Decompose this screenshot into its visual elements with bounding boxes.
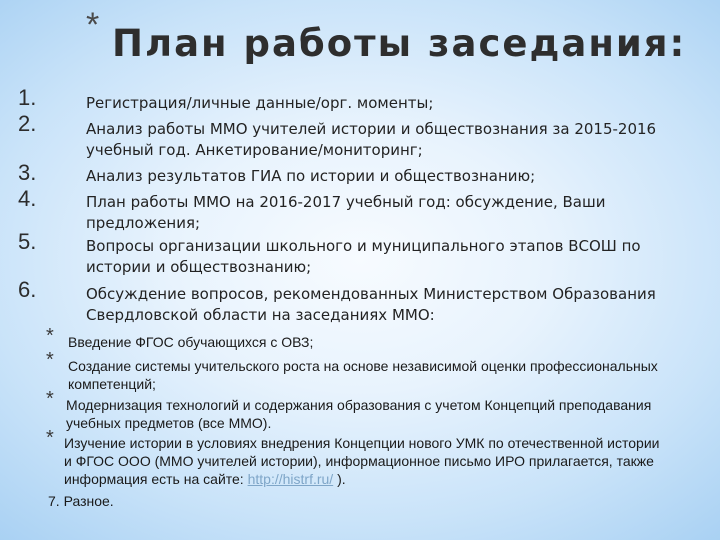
agenda-item: Регистрация/личные данные/орг. моменты; — [86, 94, 434, 112]
title-asterisk-icon: * — [86, 6, 100, 44]
final-item: 7. Разное. — [48, 493, 114, 509]
sub-item-text: Изучение истории в условиях внедрения Концепции нового УМК по отечественной истории и ФГОС ООО (ММО учителей истории), информационное письмо ИРО прилагается, также информация есть на сайте: — [64, 435, 660, 487]
item-number: 3. — [18, 160, 37, 185]
sub-item: Введение ФГОС обучающихся с ОВЗ; — [68, 334, 314, 350]
agenda-item: Вопросы организации школьного и муниципального этапов ВСОШ по истории и обществознанию; — [86, 237, 641, 276]
item-number: 1. — [18, 85, 37, 110]
sub-item: Создание системы учительского роста на основе независимой оценки профессиональных компетенций; — [68, 358, 658, 392]
sub-item — [64, 434, 664, 488]
agenda-item: Анализ работы ММО учителей истории и обществознания за 2015-2016 учебный год. Анкетирование/мониторинг; — [86, 120, 657, 159]
item-number: 2. — [18, 111, 37, 136]
histrf-link[interactable]: http://histrf.ru/ — [247, 471, 334, 487]
bullet-asterisk-icon: * — [46, 427, 54, 449]
item-number: 4. — [18, 186, 37, 211]
agenda-item: План работы ММО на 2016-2017 учебный год: обсуждение, Ваши предложения; — [86, 193, 606, 232]
page-title: План работы заседания: — [112, 22, 687, 65]
sub-item: Модернизация технологий и содержания образования с учетом Концепций преподавания учебных предметов (все ММО). — [66, 397, 652, 431]
agenda-item: Обсуждение вопросов, рекомендованных Министерством Образования Свердловской области на заседаниях ММО: — [86, 285, 656, 324]
bullet-asterisk-icon: * — [46, 325, 54, 347]
item-number: 6. — [18, 277, 37, 302]
bullet-asterisk-icon: * — [46, 349, 54, 371]
agenda-item: Анализ результатов ГИА по истории и обществознанию; — [86, 167, 536, 185]
sub-item-text-end: ). — [333, 471, 346, 487]
item-number: 5. — [18, 229, 37, 254]
bullet-asterisk-icon: * — [46, 388, 54, 410]
